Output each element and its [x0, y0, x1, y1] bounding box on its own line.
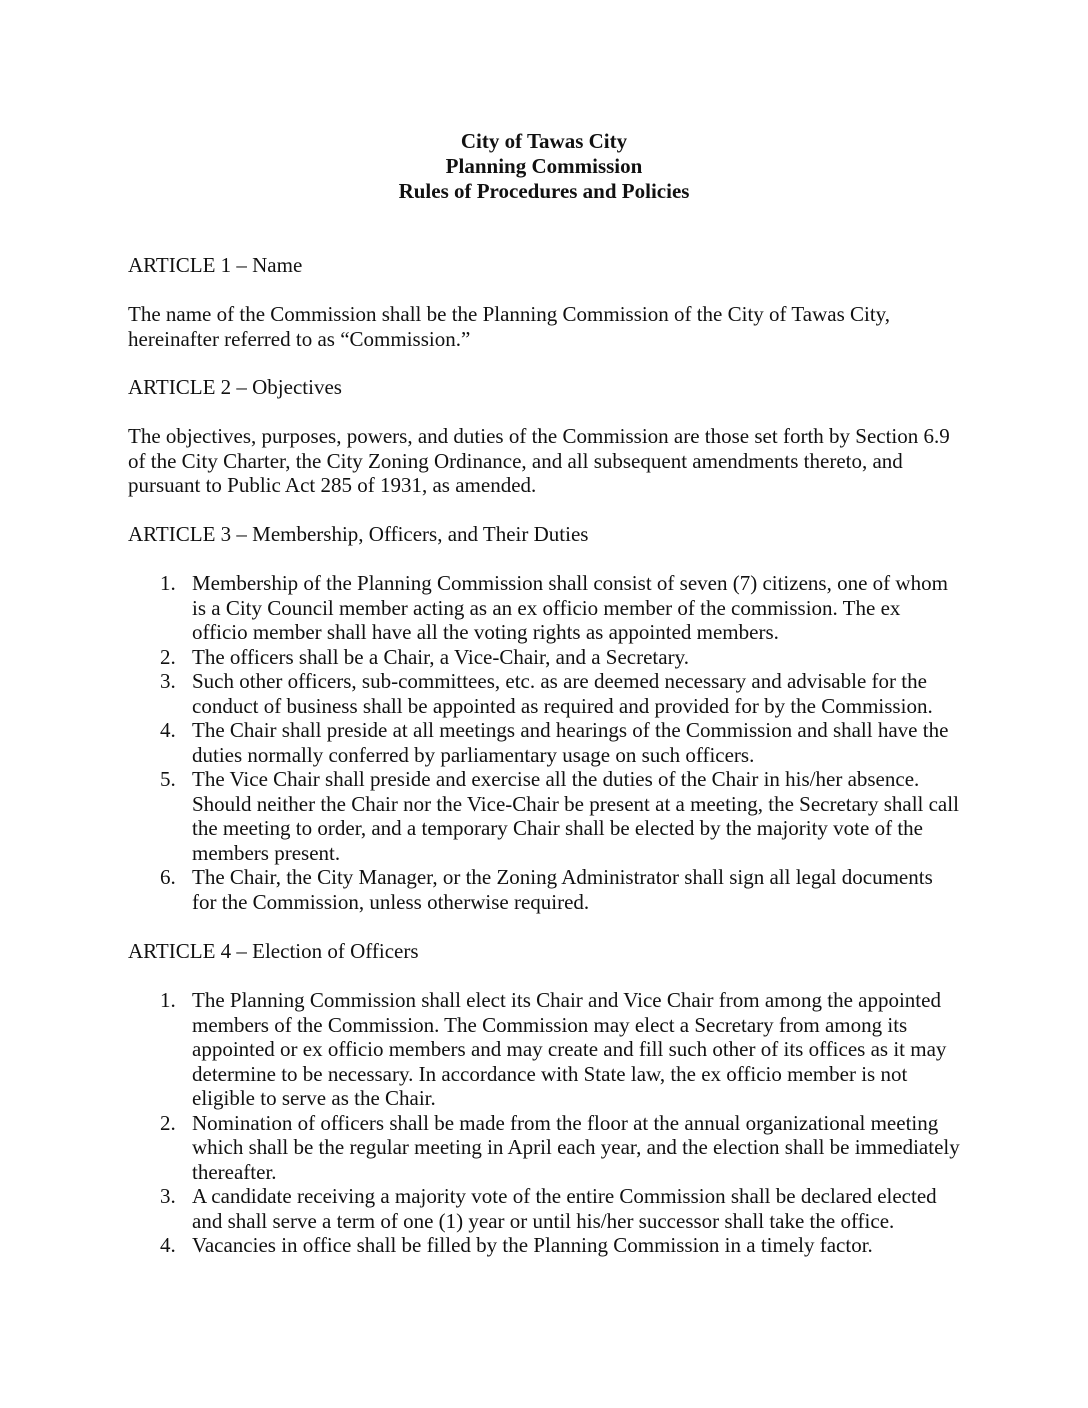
- article-2-paragraph: [128, 424, 988, 498]
- list-item-line: Should neither the Chair nor the Vice-Chair be present at a meeting, the Secretary shall call: [192, 791, 959, 816]
- paragraph-line: The objectives, purposes, powers, and duties of the Commission are those set forth by Section 6.9: [128, 424, 950, 448]
- list-item-line: Vacancies in office shall be filled by the Planning Commission in a timely factor.: [192, 1233, 873, 1257]
- list-item-line: officio member shall have all the voting rights as appointed members.: [192, 620, 779, 644]
- list-item-line: is a City Council member acting as an ex officio member of the commission. The ex: [192, 595, 901, 620]
- list-item-line: The Chair shall preside at all meetings and hearings of the Commission and shall have the: [192, 718, 949, 742]
- list-item-line: A candidate receiving a majority vote of the entire Commission shall be declared elected: [192, 1184, 937, 1208]
- list-number: 1.: [160, 571, 176, 595]
- list-item: [128, 571, 988, 645]
- article-3-list: [128, 571, 988, 914]
- list-item: [128, 767, 988, 865]
- article-2-heading: ARTICLE 2 – Objectives: [128, 375, 342, 399]
- list-number: 2.: [160, 1110, 176, 1135]
- paragraph-line: of the City Charter, the City Zoning Ordinance, and all subsequent amendments thereto, and: [128, 448, 903, 473]
- list-item: [128, 865, 988, 914]
- list-number: 5.: [160, 767, 176, 791]
- list-number: 1.: [160, 988, 176, 1012]
- list-item-line: determine to be necessary. In accordance with State law, the ex officio member is not: [192, 1061, 908, 1086]
- list-item-line: The Planning Commission shall elect its Chair and Vice Chair from among the appointed: [192, 988, 941, 1012]
- list-item-line: conduct of business shall be appointed as required and provided for by the Commission.: [192, 693, 933, 718]
- title-line-3: Rules of Procedures and Policies: [398, 179, 690, 203]
- article-1-paragraph: [128, 302, 988, 351]
- list-item: [128, 1184, 988, 1233]
- article-4-list: [128, 988, 988, 1258]
- list-item: [128, 1233, 988, 1258]
- list-item-line: duties normally conferred by parliamentary usage on such officers.: [192, 742, 755, 767]
- article-4-heading: ARTICLE 4 – Election of Officers: [128, 939, 419, 963]
- list-item: [128, 669, 988, 718]
- list-item: [128, 645, 988, 670]
- list-item-line: Nomination of officers shall be made from the floor at the annual organizational meeting: [192, 1110, 939, 1135]
- title-line-2: Planning Commission: [445, 154, 643, 178]
- list-number: 6.: [160, 865, 176, 889]
- list-item-line: The Chair, the City Manager, or the Zoning Administrator shall sign all legal documents: [192, 865, 933, 889]
- list-item-line: Such other officers, sub-committees, etc. as are deemed necessary and advisable for the: [192, 669, 927, 693]
- list-item: [128, 988, 988, 1111]
- list-item-line: which shall be the regular meeting in April each year, and the election shall be immediately: [192, 1135, 960, 1159]
- article-3-heading: ARTICLE 3 – Membership, Officers, and Their Duties: [128, 522, 589, 546]
- document-title: [0, 129, 1088, 204]
- list-item-line: thereafter.: [192, 1159, 277, 1184]
- list-number: 2.: [160, 644, 176, 669]
- list-number: 4.: [160, 1233, 176, 1257]
- list-item-line: The officers shall be a Chair, a Vice-Chair, and a Secretary.: [192, 644, 689, 669]
- paragraph-line: hereinafter referred to as “Commission.”: [128, 326, 471, 351]
- list-item-line: appointed or ex officio members and may create and fill such other of its offices as it may: [192, 1037, 947, 1061]
- paragraph-line: pursuant to Public Act 285 of 1931, as amended.: [128, 473, 537, 497]
- list-item-line: Membership of the Planning Commission shall consist of seven (7) citizens, one of whom: [192, 571, 948, 595]
- list-item-line: the meeting to order, and a temporary Chair shall be elected by the majority vote of the: [192, 816, 923, 840]
- list-number: 3.: [160, 1184, 176, 1208]
- list-number: 3.: [160, 669, 176, 693]
- list-item-line: members present.: [192, 840, 341, 865]
- list-item-line: and shall serve a term of one (1) year or until his/her successor shall take the office.: [192, 1208, 895, 1233]
- list-item: [128, 718, 988, 767]
- list-number: 4.: [160, 718, 176, 742]
- list-item-line: eligible to serve as the Chair.: [192, 1086, 436, 1110]
- list-item-line: The Vice Chair shall preside and exercise all the duties of the Chair in his/her absence.: [192, 767, 920, 791]
- title-line-1: City of Tawas City: [460, 129, 628, 153]
- list-item-line: for the Commission, unless otherwise required.: [192, 889, 590, 914]
- list-item-line: members of the Commission. The Commission may elect a Secretary from among its: [192, 1012, 908, 1037]
- paragraph-line: The name of the Commission shall be the Planning Commission of the City of Tawas City,: [128, 302, 891, 326]
- article-1-heading: ARTICLE 1 – Name: [128, 253, 303, 277]
- list-item: [128, 1111, 988, 1185]
